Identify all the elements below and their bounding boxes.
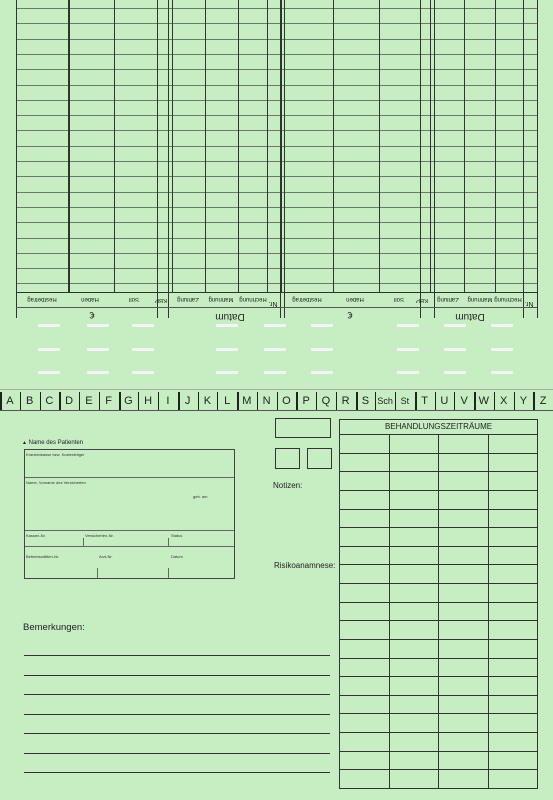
stamp-box-right[interactable] bbox=[307, 448, 332, 469]
header-euro: € bbox=[347, 310, 353, 320]
tab-divider bbox=[158, 392, 159, 411]
perforation-dash bbox=[444, 348, 466, 351]
perforation-dash bbox=[397, 324, 419, 327]
ledger-column-line bbox=[68, 0, 70, 292]
divider bbox=[168, 568, 169, 578]
header-kbp: KBP bbox=[154, 297, 167, 303]
header-soll: Soll bbox=[394, 296, 405, 302]
patient-title: ▲ Name des Patienten bbox=[22, 440, 83, 446]
header-restbetrag: Restbetrag bbox=[292, 296, 322, 302]
ledger-column-line bbox=[205, 0, 206, 292]
perforation-dash bbox=[38, 371, 60, 374]
header-datum: Datum bbox=[455, 311, 485, 322]
divider bbox=[25, 530, 234, 531]
remark-line bbox=[24, 655, 330, 656]
tab-divider bbox=[435, 392, 436, 411]
perforation-dash bbox=[38, 348, 60, 351]
perforation-dash bbox=[264, 348, 286, 351]
ledger-row-line bbox=[16, 222, 537, 223]
betrieb-nr-label: Betriebsstätten-Nr. bbox=[26, 554, 60, 559]
risikoanamnese-label: Risikoanamnese: bbox=[274, 561, 336, 570]
ledger-column-line bbox=[284, 0, 285, 292]
ledger-column-line bbox=[16, 0, 17, 318]
tab-divider bbox=[119, 392, 121, 411]
tab-divider bbox=[533, 392, 535, 411]
treatment-periods-title: BEHANDLUNGSZEITRÄUME bbox=[384, 422, 493, 431]
alphabet-tab[interactable]: A bbox=[6, 395, 14, 407]
ledger-column-line bbox=[333, 0, 334, 292]
perforation-dash bbox=[132, 348, 154, 351]
header-haben: Haben bbox=[81, 296, 99, 302]
tab-divider bbox=[20, 392, 21, 411]
tab-divider bbox=[217, 392, 218, 411]
tab-divider bbox=[336, 392, 337, 411]
ledger-column-line bbox=[172, 0, 173, 292]
header-rechnung: Rechnung bbox=[494, 296, 522, 302]
tab-divider bbox=[395, 392, 396, 411]
perforation-dash bbox=[216, 324, 238, 327]
alphabet-tab[interactable]: M bbox=[242, 395, 252, 407]
ledger-column-line bbox=[379, 0, 380, 292]
bemerkungen-label: Bemerkungen: bbox=[23, 622, 85, 633]
divider bbox=[97, 568, 98, 578]
alphabet-tab[interactable]: U bbox=[440, 395, 449, 407]
ledger-row-line bbox=[16, 85, 537, 86]
perforation-dash bbox=[444, 324, 466, 327]
treatment-row-line bbox=[340, 788, 537, 789]
header-mahnung: Mahnung bbox=[208, 296, 234, 302]
ledger-column-line bbox=[420, 0, 421, 292]
perforation-dash bbox=[216, 348, 238, 351]
alphabet-tab[interactable]: H bbox=[144, 395, 153, 407]
ledger-header-sub-line bbox=[16, 307, 537, 308]
header-haben: Haben bbox=[346, 296, 364, 302]
ledger-column-line bbox=[157, 0, 158, 292]
alphabet-tab[interactable]: Y bbox=[519, 395, 528, 407]
status-label: Status bbox=[171, 533, 183, 538]
remark-line bbox=[24, 753, 330, 754]
tab-divider bbox=[0, 392, 2, 411]
alphabet-tab[interactable]: K bbox=[203, 395, 212, 407]
tab-divider bbox=[514, 392, 515, 411]
header-soll: Soll bbox=[129, 296, 140, 302]
perforation-dash bbox=[491, 324, 513, 327]
remark-line bbox=[24, 772, 330, 773]
insured-name-label: Name, Vorname des Versicherten bbox=[26, 480, 86, 485]
treatment-column-line bbox=[389, 434, 390, 788]
alphabet-tab[interactable]: X bbox=[499, 395, 508, 407]
perforation-dash bbox=[311, 324, 333, 327]
triangle-icon: ▲ bbox=[22, 440, 27, 446]
tab-divider bbox=[59, 392, 61, 411]
header-restbetrag: Restbetrag bbox=[27, 296, 57, 302]
datum-label: Datum bbox=[171, 554, 183, 559]
kassen-nr-label: Kassen-Nr. bbox=[26, 533, 46, 538]
ledger-row-line bbox=[16, 69, 537, 70]
treatment-periods-grid[interactable] bbox=[339, 419, 538, 789]
tab-divider bbox=[356, 392, 358, 411]
tab-strip-bottom-line bbox=[0, 410, 553, 411]
ledger-header-top-line bbox=[16, 292, 537, 293]
tab-divider bbox=[474, 392, 476, 411]
tab-divider bbox=[237, 392, 239, 411]
alphabet-tab[interactable]: F bbox=[105, 395, 112, 407]
header-nr: Nr. bbox=[268, 300, 278, 307]
perforation-dash bbox=[87, 324, 109, 327]
tab-divider bbox=[138, 392, 139, 411]
treatment-column-line bbox=[488, 434, 489, 788]
alphabet-tab[interactable]: L bbox=[224, 395, 231, 407]
perforation-dash bbox=[311, 348, 333, 351]
alphabet-tab[interactable]: J bbox=[184, 395, 191, 407]
ledger-row-line bbox=[16, 130, 537, 131]
ledger-row-line bbox=[16, 100, 537, 101]
perforation-dash bbox=[264, 324, 286, 327]
ledger-column-line bbox=[114, 0, 115, 292]
alphabet-tab[interactable]: W bbox=[478, 395, 490, 407]
ledger-row-line bbox=[16, 238, 537, 239]
ledger-row-line bbox=[16, 8, 537, 9]
perforation-dash bbox=[216, 371, 238, 374]
alphabet-tab[interactable]: B bbox=[25, 395, 34, 407]
stamp-box-left[interactable] bbox=[275, 448, 300, 469]
tab-divider bbox=[316, 392, 317, 411]
notizen-label: Notizen: bbox=[273, 481, 303, 490]
born-label: geb. am bbox=[193, 494, 208, 499]
perforation-dash bbox=[38, 324, 60, 327]
alphabet-tab[interactable]: G bbox=[124, 395, 133, 407]
ledger-column-line bbox=[495, 0, 496, 292]
ledger-column-line bbox=[464, 0, 465, 292]
ledger-row-line bbox=[16, 161, 537, 162]
ledger-header-divider bbox=[280, 292, 281, 318]
tab-divider bbox=[375, 392, 376, 411]
tab-divider bbox=[454, 392, 455, 411]
ledger-row-line bbox=[16, 192, 537, 193]
remark-line bbox=[24, 733, 330, 734]
alphabet-tab[interactable]: E bbox=[85, 395, 93, 407]
ledger-grid bbox=[16, 0, 537, 292]
perforation-dash bbox=[491, 371, 513, 374]
tab-divider bbox=[415, 392, 417, 411]
alphabet-tab-strip bbox=[0, 390, 553, 412]
ledger-row-line bbox=[16, 268, 537, 269]
arzt-nr-label: Arzt-Nr. bbox=[99, 554, 113, 559]
patient-address-field[interactable] bbox=[24, 449, 235, 579]
divider bbox=[25, 477, 234, 478]
ledger-row-line bbox=[16, 176, 537, 177]
ledger-row-line bbox=[16, 115, 537, 116]
ledger-column-line bbox=[168, 0, 169, 292]
alphabet-tab[interactable]: N bbox=[262, 395, 271, 407]
alphabet-tab[interactable]: R bbox=[341, 395, 350, 407]
stamp-box-wide[interactable] bbox=[275, 418, 331, 438]
ledger-row-line bbox=[16, 253, 537, 254]
header-zahlung: Zahlung bbox=[177, 296, 199, 302]
perforation-dash bbox=[444, 371, 466, 374]
alphabet-tab[interactable]: Q bbox=[321, 395, 331, 407]
alphabet-tab[interactable]: O bbox=[282, 395, 291, 407]
ledger-row-line bbox=[16, 283, 537, 284]
remark-line bbox=[24, 694, 330, 695]
ledger-column-line bbox=[267, 0, 268, 292]
perforation-dash bbox=[87, 371, 109, 374]
header-zahlung: Zahlung bbox=[437, 296, 459, 302]
ledger-row-line bbox=[16, 146, 537, 147]
alphabet-tab[interactable]: I bbox=[166, 395, 170, 407]
ledger-row-line bbox=[16, 23, 537, 24]
perforation-dash bbox=[311, 371, 333, 374]
ledger-column-line bbox=[537, 0, 538, 318]
perforation-dash bbox=[397, 371, 419, 374]
ledger-column-line bbox=[523, 0, 524, 292]
remark-line bbox=[24, 675, 330, 676]
tab-divider bbox=[296, 392, 298, 411]
alphabet-tab[interactable]: C bbox=[45, 395, 54, 407]
tab-divider bbox=[198, 392, 199, 411]
ledger-header-divider bbox=[168, 292, 169, 318]
ledger-column-line bbox=[434, 0, 435, 292]
tab-divider bbox=[178, 392, 180, 411]
perforation-dash bbox=[397, 348, 419, 351]
versicherten-nr-label: Versicherten-Nr. bbox=[85, 533, 114, 538]
header-nr: Nr. bbox=[524, 300, 534, 307]
alphabet-tab[interactable]: Z bbox=[539, 395, 547, 407]
header-datum: Datum bbox=[215, 311, 245, 322]
insurer-label: Krankenkasse bzw. Kostenträger bbox=[26, 452, 85, 457]
tab-divider bbox=[494, 392, 495, 411]
ledger-row-line bbox=[16, 39, 537, 40]
perforation-dash bbox=[491, 348, 513, 351]
alphabet-tab[interactable]: T bbox=[421, 395, 428, 407]
header-euro: € bbox=[89, 310, 95, 320]
divider bbox=[168, 538, 169, 546]
tab-divider bbox=[257, 392, 258, 411]
ledger-column-line bbox=[238, 0, 239, 292]
tab-divider bbox=[99, 392, 100, 411]
alphabet-tab[interactable]: S bbox=[361, 395, 370, 407]
ledger-column-line bbox=[280, 0, 282, 292]
divider bbox=[83, 538, 84, 546]
perforation-dash bbox=[132, 371, 154, 374]
ledger-column-line bbox=[430, 0, 431, 292]
alphabet-tab[interactable]: D bbox=[65, 395, 74, 407]
ledger-row-line bbox=[16, 207, 537, 208]
alphabet-tab[interactable]: V bbox=[460, 395, 468, 407]
remark-line bbox=[24, 714, 330, 715]
divider bbox=[25, 546, 234, 547]
ledger-row-line bbox=[16, 54, 537, 55]
perforation-dash bbox=[87, 348, 109, 351]
perforation-dash bbox=[132, 324, 154, 327]
header-rechnung: Rechnung bbox=[239, 296, 267, 302]
alphabet-tab[interactable]: Sch bbox=[377, 396, 393, 406]
treatment-column-line bbox=[438, 434, 439, 788]
tab-divider bbox=[40, 392, 41, 411]
header-kbp: KBP bbox=[415, 297, 428, 303]
perforation-dash bbox=[264, 371, 286, 374]
alphabet-tab[interactable]: St bbox=[400, 396, 410, 406]
header-mahnung: Mahnung bbox=[467, 296, 493, 302]
alphabet-tab[interactable]: P bbox=[302, 395, 310, 407]
tab-divider bbox=[277, 392, 278, 411]
tab-divider bbox=[79, 392, 80, 411]
